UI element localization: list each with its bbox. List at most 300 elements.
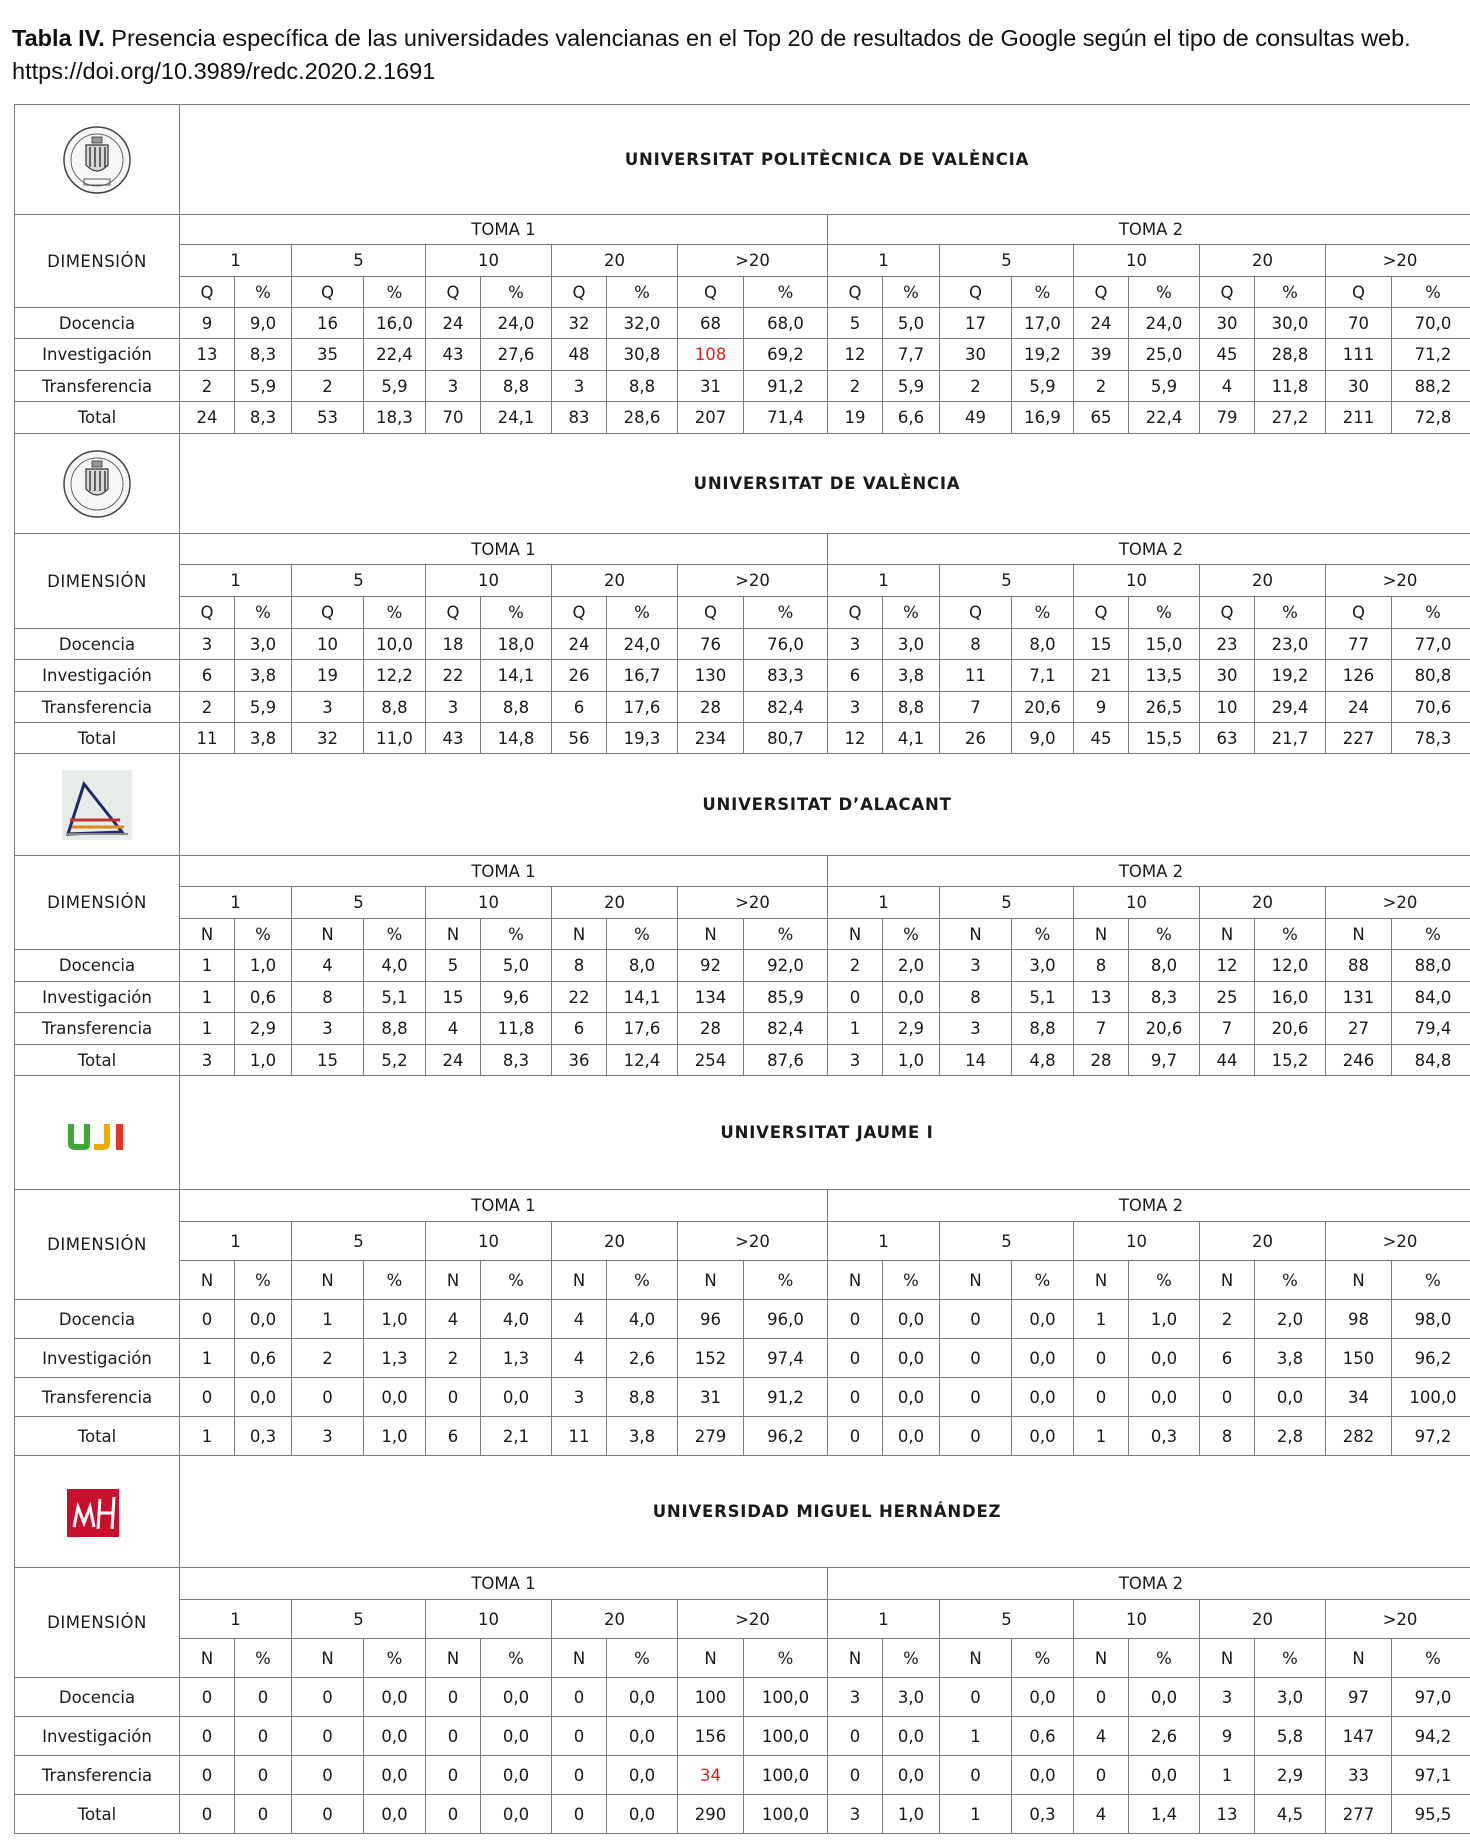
percent-cell: 8,0 <box>1129 950 1200 982</box>
percent-cell: 1,0 <box>364 1417 426 1456</box>
count-cell: 36 <box>552 1045 607 1076</box>
percent-header: % <box>1012 1261 1074 1300</box>
percent-header: % <box>364 277 426 308</box>
percent-cell: 1,0 <box>1129 1300 1200 1339</box>
percent-cell: 71,4 <box>744 402 828 434</box>
count-cell: 3 <box>180 1045 235 1076</box>
percent-cell: 1,0 <box>235 1045 292 1076</box>
count-cell: 4 <box>426 1300 481 1339</box>
count-cell: 12 <box>828 723 883 754</box>
count-cell: 246 <box>1326 1045 1392 1076</box>
percent-cell: 18,0 <box>481 629 552 660</box>
percent-cell: 0,0 <box>364 1756 426 1795</box>
toma-header: TOMA 2 <box>828 1190 1470 1222</box>
count-cell: 1 <box>180 1339 235 1378</box>
rank-header: >20 <box>1326 245 1470 277</box>
percent-header: % <box>1012 597 1074 629</box>
count-header: Q <box>678 597 744 629</box>
percent-cell: 0,6 <box>235 1339 292 1378</box>
dimension-label: Transferencia <box>15 1756 180 1795</box>
percent-cell: 15,0 <box>1129 629 1200 660</box>
percent-header: % <box>883 597 940 629</box>
count-cell: 65 <box>1074 402 1129 434</box>
percent-cell: 4,5 <box>1255 1795 1326 1834</box>
percent-cell: 5,8 <box>1255 1717 1326 1756</box>
university-logo-cell <box>15 1076 180 1190</box>
percent-cell: 27,2 <box>1255 402 1326 434</box>
percent-cell: 0 <box>235 1717 292 1756</box>
count-header: N <box>1074 919 1129 950</box>
count-cell: 13 <box>1074 982 1129 1013</box>
percent-header: % <box>481 1639 552 1678</box>
percent-cell: 0,3 <box>235 1417 292 1456</box>
count-cell: 0 <box>292 1678 364 1717</box>
count-cell: 2 <box>1200 1300 1255 1339</box>
university-logo-cell <box>15 105 180 215</box>
percent-cell: 68,0 <box>744 308 828 339</box>
percent-cell: 5,9 <box>235 371 292 402</box>
count-cell: 18 <box>426 629 481 660</box>
count-cell: 111 <box>1326 339 1392 371</box>
percent-cell: 5,9 <box>1012 371 1074 402</box>
percent-cell: 0,0 <box>607 1756 678 1795</box>
percent-cell: 28,6 <box>607 402 678 434</box>
rank-header: 5 <box>940 565 1074 597</box>
rank-header: >20 <box>1326 1600 1470 1639</box>
percent-cell: 5,9 <box>235 692 292 723</box>
rank-header: 5 <box>292 1600 426 1639</box>
percent-header: % <box>744 277 828 308</box>
percent-cell: 12,4 <box>607 1045 678 1076</box>
percent-cell: 15,2 <box>1255 1045 1326 1076</box>
rank-header: >20 <box>1326 565 1470 597</box>
count-cell: 5 <box>426 950 481 982</box>
count-cell: 207 <box>678 402 744 434</box>
count-cell: 282 <box>1326 1417 1392 1456</box>
percent-cell: 8,8 <box>1012 1013 1074 1045</box>
percent-header: % <box>1012 919 1074 950</box>
percent-header: % <box>481 597 552 629</box>
count-header: N <box>552 919 607 950</box>
count-header: Q <box>1074 277 1129 308</box>
count-cell: 227 <box>1326 723 1392 754</box>
percent-cell: 0,6 <box>1012 1717 1074 1756</box>
percent-cell: 14,1 <box>481 660 552 692</box>
count-header: N <box>940 1261 1012 1300</box>
percent-cell: 88,0 <box>1392 950 1470 982</box>
percent-cell: 9,0 <box>235 308 292 339</box>
rank-header: >20 <box>1326 887 1470 919</box>
percent-cell: 0,0 <box>1012 1339 1074 1378</box>
percent-header: % <box>1255 1639 1326 1678</box>
count-cell: 0 <box>940 1678 1012 1717</box>
rank-header: 1 <box>828 1222 940 1261</box>
percent-header: % <box>235 597 292 629</box>
count-cell: 13 <box>180 339 235 371</box>
percent-cell: 2,1 <box>481 1417 552 1456</box>
count-cell: 3 <box>940 950 1012 982</box>
rank-header: 10 <box>1074 1600 1200 1639</box>
percent-cell: 97,2 <box>1392 1417 1470 1456</box>
percent-cell: 0,0 <box>364 1678 426 1717</box>
count-cell: 0 <box>180 1678 235 1717</box>
percent-cell: 0,0 <box>883 1717 940 1756</box>
rank-header: 10 <box>426 887 552 919</box>
count-cell: 44 <box>1200 1045 1255 1076</box>
percent-cell: 77,0 <box>1392 629 1470 660</box>
table-row <box>15 308 1470 339</box>
rank-header: >20 <box>678 245 828 277</box>
count-header: Q <box>552 277 607 308</box>
dimension-label: Docencia <box>15 950 180 982</box>
percent-cell: 1,0 <box>364 1300 426 1339</box>
table-row <box>15 1756 1470 1795</box>
percent-cell: 24,0 <box>607 629 678 660</box>
dimension-label: Transferencia <box>15 692 180 723</box>
percent-cell: 8,8 <box>364 1013 426 1045</box>
count-cell: 27 <box>1326 1013 1392 1045</box>
percent-header: % <box>1255 919 1326 950</box>
count-cell: 10 <box>1200 692 1255 723</box>
dimension-label: Transferencia <box>15 1378 180 1417</box>
percent-cell: 14,8 <box>481 723 552 754</box>
count-header: Q <box>426 597 481 629</box>
count-cell: 16 <box>292 308 364 339</box>
percent-cell: 82,4 <box>744 1013 828 1045</box>
count-header: N <box>678 1261 744 1300</box>
count-header: N <box>940 919 1012 950</box>
rank-header: 20 <box>552 565 678 597</box>
university-name: UNIVERSITAT JAUME I <box>180 1076 1470 1190</box>
count-cell: 0 <box>292 1717 364 1756</box>
rank-header: 5 <box>292 565 426 597</box>
count-cell: 7 <box>1074 1013 1129 1045</box>
percent-cell: 24,0 <box>1129 308 1200 339</box>
percent-cell: 0,3 <box>1012 1795 1074 1834</box>
count-cell: 134 <box>678 982 744 1013</box>
count-cell: 7 <box>940 692 1012 723</box>
percent-cell: 16,0 <box>1255 982 1326 1013</box>
count-cell: 28 <box>1074 1045 1129 1076</box>
percent-header: % <box>1392 1261 1470 1300</box>
rank-header: 1 <box>828 245 940 277</box>
count-header: Q <box>180 597 235 629</box>
percent-header: % <box>607 1261 678 1300</box>
dimension-header: DIMENSIÓN <box>15 215 180 308</box>
percent-cell: 0,0 <box>1012 1417 1074 1456</box>
percent-cell: 76,0 <box>744 629 828 660</box>
count-cell: 1 <box>940 1795 1012 1834</box>
percent-header: % <box>1129 919 1200 950</box>
count-cell: 3 <box>552 1378 607 1417</box>
count-cell: 0 <box>940 1756 1012 1795</box>
percent-cell: 8,8 <box>481 371 552 402</box>
dimension-label: Investigación <box>15 1339 180 1378</box>
percent-cell: 20,6 <box>1129 1013 1200 1045</box>
percent-cell: 100,0 <box>1392 1378 1470 1417</box>
count-header: N <box>1326 919 1392 950</box>
rank-header: 1 <box>828 565 940 597</box>
count-cell: 24 <box>180 402 235 434</box>
toma-header: TOMA 1 <box>180 1568 828 1600</box>
count-cell: 2 <box>426 1339 481 1378</box>
count-cell: 21 <box>1074 660 1129 692</box>
count-cell: 0 <box>292 1756 364 1795</box>
count-cell: 4 <box>1200 371 1255 402</box>
rank-header: 20 <box>1200 887 1326 919</box>
count-cell: 17 <box>940 308 1012 339</box>
count-header: Q <box>292 597 364 629</box>
count-cell: 19 <box>292 660 364 692</box>
percent-cell: 20,6 <box>1255 1013 1326 1045</box>
count-cell: 150 <box>1326 1339 1392 1378</box>
university-name: UNIVERSITAT DE VALÈNCIA <box>180 434 1470 534</box>
count-header: N <box>1200 1261 1255 1300</box>
percent-cell: 0,0 <box>235 1378 292 1417</box>
table-row <box>15 1417 1470 1456</box>
count-header: N <box>828 1261 883 1300</box>
count-cell: 43 <box>426 723 481 754</box>
count-cell: 32 <box>292 723 364 754</box>
percent-cell: 69,2 <box>744 339 828 371</box>
count-cell: 13 <box>1200 1795 1255 1834</box>
count-cell: 31 <box>678 1378 744 1417</box>
percent-cell: 0,0 <box>364 1717 426 1756</box>
count-cell: 53 <box>292 402 364 434</box>
count-header: N <box>1074 1639 1129 1678</box>
percent-cell: 8,3 <box>235 339 292 371</box>
count-header: Q <box>180 277 235 308</box>
count-cell: 2 <box>292 371 364 402</box>
percent-cell: 0,0 <box>481 1717 552 1756</box>
count-header: Q <box>678 277 744 308</box>
count-cell: 3 <box>828 1795 883 1834</box>
percent-cell: 32,0 <box>607 308 678 339</box>
percent-header: % <box>1012 1639 1074 1678</box>
count-cell: 15 <box>292 1045 364 1076</box>
count-cell: 1 <box>180 950 235 982</box>
percent-cell: 4,0 <box>364 950 426 982</box>
percent-cell: 0 <box>235 1756 292 1795</box>
count-cell: 15 <box>1074 629 1129 660</box>
percent-header: % <box>364 1261 426 1300</box>
rank-header: 20 <box>552 887 678 919</box>
percent-cell: 0,0 <box>1255 1378 1326 1417</box>
percent-header: % <box>607 277 678 308</box>
percent-cell: 3,8 <box>1255 1339 1326 1378</box>
count-cell: 3 <box>940 1013 1012 1045</box>
percent-cell: 9,0 <box>1012 723 1074 754</box>
count-cell: 0 <box>426 1756 481 1795</box>
count-cell: 3 <box>552 371 607 402</box>
count-header: N <box>1200 919 1255 950</box>
count-cell: 3 <box>180 629 235 660</box>
rank-header: 5 <box>292 887 426 919</box>
percent-cell: 10,0 <box>364 629 426 660</box>
count-cell: 2 <box>828 371 883 402</box>
count-header: Q <box>828 277 883 308</box>
count-cell: 279 <box>678 1417 744 1456</box>
count-cell: 31 <box>678 371 744 402</box>
percent-cell: 13,5 <box>1129 660 1200 692</box>
percent-cell: 1,0 <box>883 1795 940 1834</box>
percent-cell: 88,2 <box>1392 371 1470 402</box>
count-cell: 0 <box>180 1378 235 1417</box>
percent-cell: 25,0 <box>1129 339 1200 371</box>
count-header: N <box>180 919 235 950</box>
percent-cell: 8,0 <box>1012 629 1074 660</box>
count-cell: 3 <box>426 692 481 723</box>
toma-header: TOMA 1 <box>180 215 828 245</box>
percent-cell: 0,0 <box>1012 1378 1074 1417</box>
percent-cell: 92,0 <box>744 950 828 982</box>
dimension-label: Docencia <box>15 1678 180 1717</box>
percent-cell: 0,0 <box>883 1417 940 1456</box>
percent-header: % <box>481 1261 552 1300</box>
percent-cell: 4,8 <box>1012 1045 1074 1076</box>
count-cell: 2 <box>180 692 235 723</box>
percent-cell: 12,0 <box>1255 950 1326 982</box>
count-cell: 0 <box>1074 1339 1129 1378</box>
percent-cell: 100,0 <box>744 1795 828 1834</box>
upv-seal-logo <box>62 125 132 195</box>
percent-cell: 72,8 <box>1392 402 1470 434</box>
count-cell: 22 <box>552 982 607 1013</box>
count-header: N <box>678 1639 744 1678</box>
percent-cell: 1,0 <box>235 950 292 982</box>
count-cell: 152 <box>678 1339 744 1378</box>
university-logo-cell <box>15 1456 180 1568</box>
count-header: N <box>1326 1261 1392 1300</box>
count-cell: 8 <box>1200 1417 1255 1456</box>
percent-header: % <box>1129 597 1200 629</box>
count-cell: 0 <box>828 1339 883 1378</box>
count-cell: 131 <box>1326 982 1392 1013</box>
count-cell: 76 <box>678 629 744 660</box>
percent-cell: 6,6 <box>883 402 940 434</box>
count-cell: 68 <box>678 308 744 339</box>
percent-cell: 19,2 <box>1255 660 1326 692</box>
percent-cell: 100,0 <box>744 1756 828 1795</box>
count-cell: 45 <box>1074 723 1129 754</box>
percent-cell: 84,8 <box>1392 1045 1470 1076</box>
count-cell: 147 <box>1326 1717 1392 1756</box>
results-table <box>14 104 1470 1834</box>
count-cell: 0 <box>426 1678 481 1717</box>
percent-header: % <box>883 1639 940 1678</box>
rank-header: 1 <box>828 1600 940 1639</box>
count-cell: 3 <box>1200 1678 1255 1717</box>
count-header: N <box>1200 1639 1255 1678</box>
percent-cell: 5,1 <box>1012 982 1074 1013</box>
count-cell: 0 <box>1200 1378 1255 1417</box>
count-cell: 3 <box>828 1045 883 1076</box>
percent-cell: 95,5 <box>1392 1795 1470 1834</box>
count-cell: 24 <box>1326 692 1392 723</box>
count-cell: 2 <box>828 950 883 982</box>
percent-cell: 24,1 <box>481 402 552 434</box>
percent-cell: 4,0 <box>607 1300 678 1339</box>
percent-cell: 3,8 <box>235 660 292 692</box>
count-cell: 28 <box>678 1013 744 1045</box>
count-cell: 77 <box>1326 629 1392 660</box>
count-cell: 83 <box>552 402 607 434</box>
percent-cell: 0,0 <box>1129 1678 1200 1717</box>
percent-cell: 2,9 <box>235 1013 292 1045</box>
dimension-label: Docencia <box>15 1300 180 1339</box>
rank-header: >20 <box>1326 1222 1470 1261</box>
table-row <box>15 1795 1470 1834</box>
table-row <box>15 1717 1470 1756</box>
count-cell: 6 <box>180 660 235 692</box>
rank-header: >20 <box>678 1600 828 1639</box>
count-header: Q <box>552 597 607 629</box>
count-cell: 0 <box>1074 1678 1129 1717</box>
rank-header: 10 <box>426 1222 552 1261</box>
rank-header: 5 <box>292 245 426 277</box>
rank-header: 10 <box>1074 1222 1200 1261</box>
table-row <box>15 1013 1470 1045</box>
percent-header: % <box>1255 1261 1326 1300</box>
dimension-header: DIMENSIÓN <box>15 534 180 629</box>
count-cell: 0 <box>828 982 883 1013</box>
rank-header: 20 <box>1200 1600 1326 1639</box>
rank-header: 10 <box>1074 887 1200 919</box>
table-row <box>15 1678 1470 1717</box>
percent-header: % <box>883 277 940 308</box>
percent-cell: 22,4 <box>1129 402 1200 434</box>
count-header: N <box>292 1639 364 1678</box>
university-name: UNIVERSIDAD MIGUEL HERNÁNDEZ <box>180 1456 1470 1568</box>
percent-cell: 1,0 <box>883 1045 940 1076</box>
count-cell: 88 <box>1326 950 1392 982</box>
percent-cell: 17,6 <box>607 1013 678 1045</box>
percent-header: % <box>364 597 426 629</box>
table-row <box>15 629 1470 660</box>
percent-header: % <box>235 1639 292 1678</box>
percent-cell: 0,0 <box>481 1378 552 1417</box>
count-cell: 30 <box>940 339 1012 371</box>
percent-cell: 2,9 <box>1255 1756 1326 1795</box>
percent-cell: 19,3 <box>607 723 678 754</box>
count-cell: 0 <box>426 1378 481 1417</box>
dimension-label: Investigación <box>15 660 180 692</box>
count-cell: 2 <box>1074 371 1129 402</box>
percent-cell: 3,0 <box>883 629 940 660</box>
percent-cell: 0,6 <box>235 982 292 1013</box>
percent-cell: 2,8 <box>1255 1417 1326 1456</box>
percent-cell: 70,0 <box>1392 308 1470 339</box>
rank-header: 10 <box>426 245 552 277</box>
count-cell: 12 <box>828 339 883 371</box>
percent-cell: 5,0 <box>883 308 940 339</box>
percent-cell: 0,0 <box>607 1717 678 1756</box>
caption-lead: Tabla IV. <box>12 25 105 51</box>
count-cell: 15 <box>426 982 481 1013</box>
percent-cell: 11,8 <box>481 1013 552 1045</box>
percent-cell: 3,8 <box>607 1417 678 1456</box>
count-cell: 28 <box>678 692 744 723</box>
percent-cell: 85,9 <box>744 982 828 1013</box>
count-cell: 25 <box>1200 982 1255 1013</box>
percent-cell: 2,0 <box>1255 1300 1326 1339</box>
percent-cell: 0,0 <box>883 1300 940 1339</box>
percent-header: % <box>481 919 552 950</box>
dimension-label: Total <box>15 1045 180 1076</box>
count-header: N <box>292 1261 364 1300</box>
percent-header: % <box>607 1639 678 1678</box>
count-header: N <box>180 1639 235 1678</box>
